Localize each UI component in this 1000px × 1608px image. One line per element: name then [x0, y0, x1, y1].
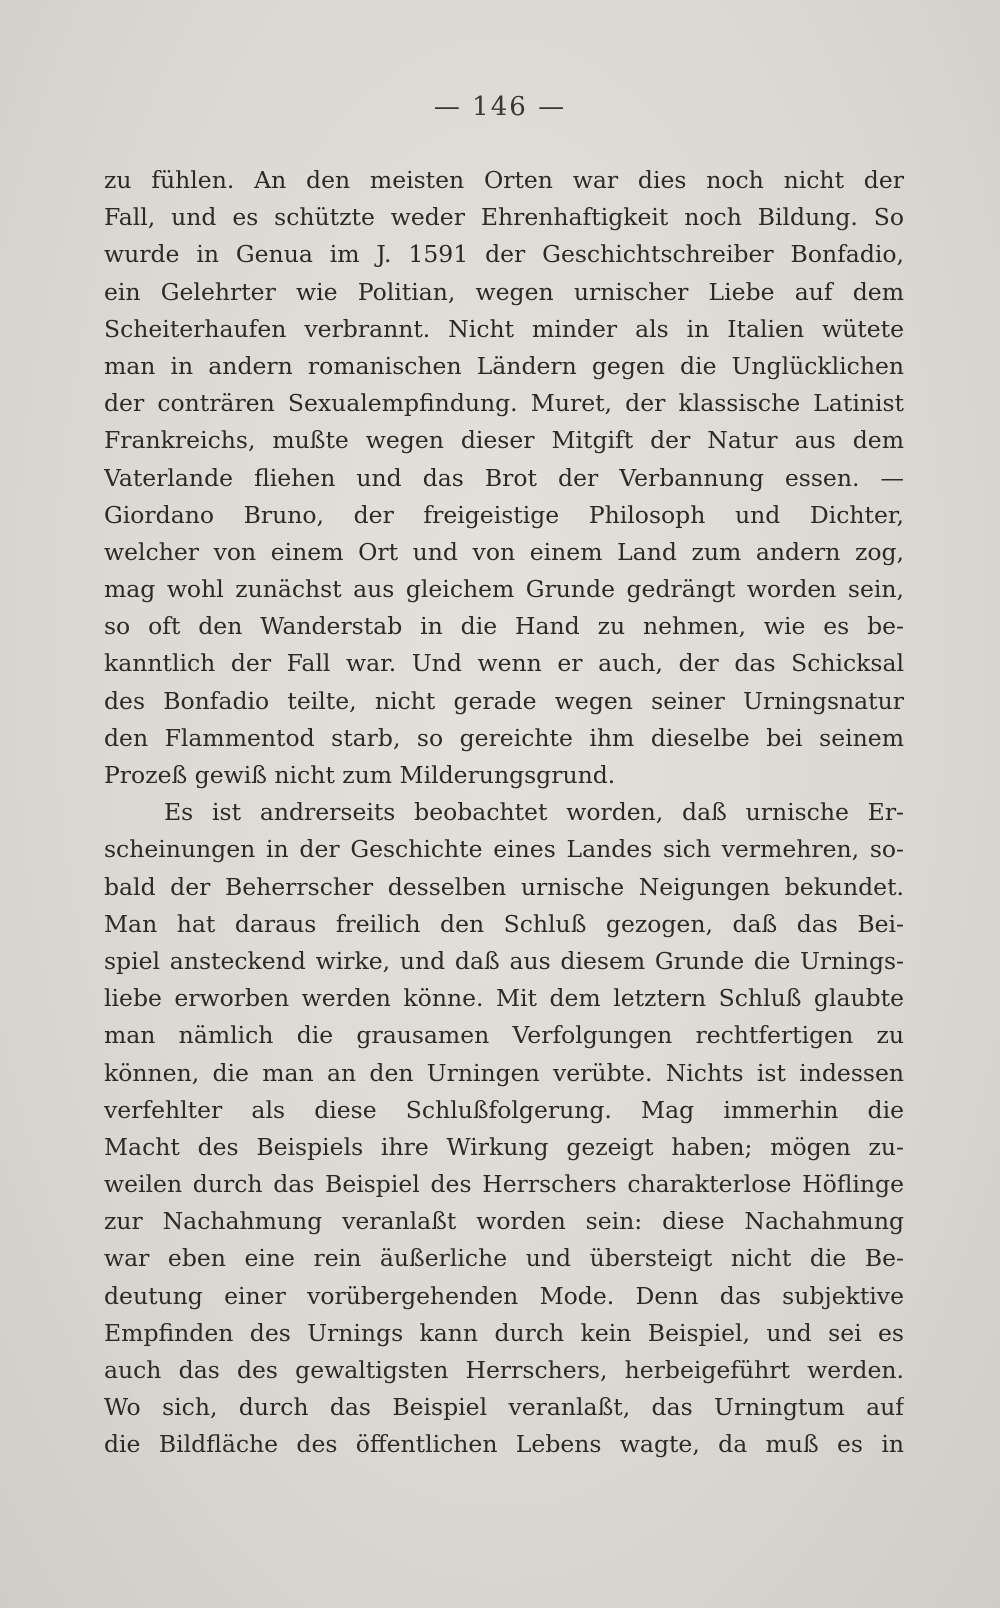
text-line: weilen durch das Beispiel des Herrschers charakterlose Höflinge	[104, 1170, 904, 1199]
text-line: Macht des Beispiels ihre Wirkung gezeigt haben; mögen zu-	[104, 1132, 904, 1161]
text-line: welcher von einem Ort und von einem Land zum andern zog,	[104, 537, 904, 566]
text-line: auch das des gewaltigsten Herrschers, herbeigeführt werden.	[104, 1356, 904, 1384]
text-line: man in andern romanischen Ländern gegen die Unglücklichen	[104, 351, 904, 380]
text-line: Frankreichs, mußte wegen dieser Mitgift der Natur aus dem	[104, 426, 904, 455]
text-line: die Bildfläche des öffentlichen Lebens wagte, da muß es in	[104, 1430, 904, 1459]
text-line: man nämlich die grausamen Verfolgungen rechtfertigen zu	[104, 1021, 904, 1050]
text-line: können, die man an den Urningen verübte. Nichts ist indessen	[104, 1058, 904, 1087]
text-line: zur Nachahmung veranlaßt worden sein: diese Nachahmung	[104, 1207, 904, 1236]
text-line: mag wohl zunächst aus gleichem Grunde gedrängt worden sein,	[104, 575, 904, 604]
text-line: Giordano Bruno, der freigeistige Philosoph und Dichter,	[104, 500, 904, 529]
text-line: so oft den Wanderstab in die Hand zu nehmen, wie es be-	[104, 612, 904, 641]
text-line: verfehlter als diese Schlußfolgerung. Mag immerhin die	[104, 1095, 904, 1124]
text-line: ein Gelehrter wie Politian, wegen urnischer Liebe auf dem	[104, 277, 904, 306]
text-line: deutung einer vorübergehenden Mode. Denn das subjektive	[104, 1281, 904, 1310]
text-line: des Bonfadio teilte, nicht gerade wegen seiner Urningsnatur	[104, 686, 904, 715]
text-line: spiel ansteckend wirke, und daß aus diesem Grunde die Urnings-	[104, 946, 904, 975]
paragraph-end-line: Prozeß gewiß nicht zum Milderungsgrund.	[104, 761, 616, 789]
page-number: — 146 —	[433, 92, 567, 122]
text-line: liebe erworben werden könne. Mit dem letztern Schluß glaubte	[104, 984, 904, 1013]
paragraph-start-line: Es ist andrerseits beobachtet worden, daß urnische Er-	[164, 798, 904, 827]
text-line: Fall, und es schützte weder Ehrenhaftigkeit noch Bildung. So	[104, 203, 904, 232]
text-line: scheinungen in der Geschichte eines Landes sich vermehren, so-	[104, 835, 904, 864]
text-line: bald der Beherrscher desselben urnische Neigungen bekundet.	[104, 872, 904, 901]
text-line: Man hat daraus freilich den Schluß gezogen, daß das Bei-	[104, 909, 904, 938]
text-line: Vaterlande fliehen und das Brot der Verbannung essen. —	[104, 463, 904, 492]
text-line: Wo sich, durch das Beispiel veranlaßt, das Urningtum auf	[104, 1393, 904, 1422]
text-line: kanntlich der Fall war. Und wenn er auch, der das Schicksal	[104, 649, 904, 678]
text-line: den Flammentod starb, so gereichte ihm dieselbe bei seinem	[104, 723, 904, 752]
text-line: Scheiterhaufen verbrannt. Nicht minder als in Italien wütete	[104, 314, 904, 343]
text-line: der conträren Sexualempfindung. Muret, der klassische Latinist	[104, 389, 904, 418]
text-line: Empfinden des Urnings kann durch kein Beispiel, und sei es	[104, 1318, 904, 1347]
text-line: wurde in Genua im J. 1591 der Geschichtschreiber Bonfadio,	[104, 240, 904, 269]
text-line: war eben eine rein äußerliche und übersteigt nicht die Be-	[104, 1244, 904, 1273]
text-line: zu fühlen. An den meisten Orten war dies noch nicht der	[104, 166, 904, 194]
body-text	[104, 162, 904, 1464]
